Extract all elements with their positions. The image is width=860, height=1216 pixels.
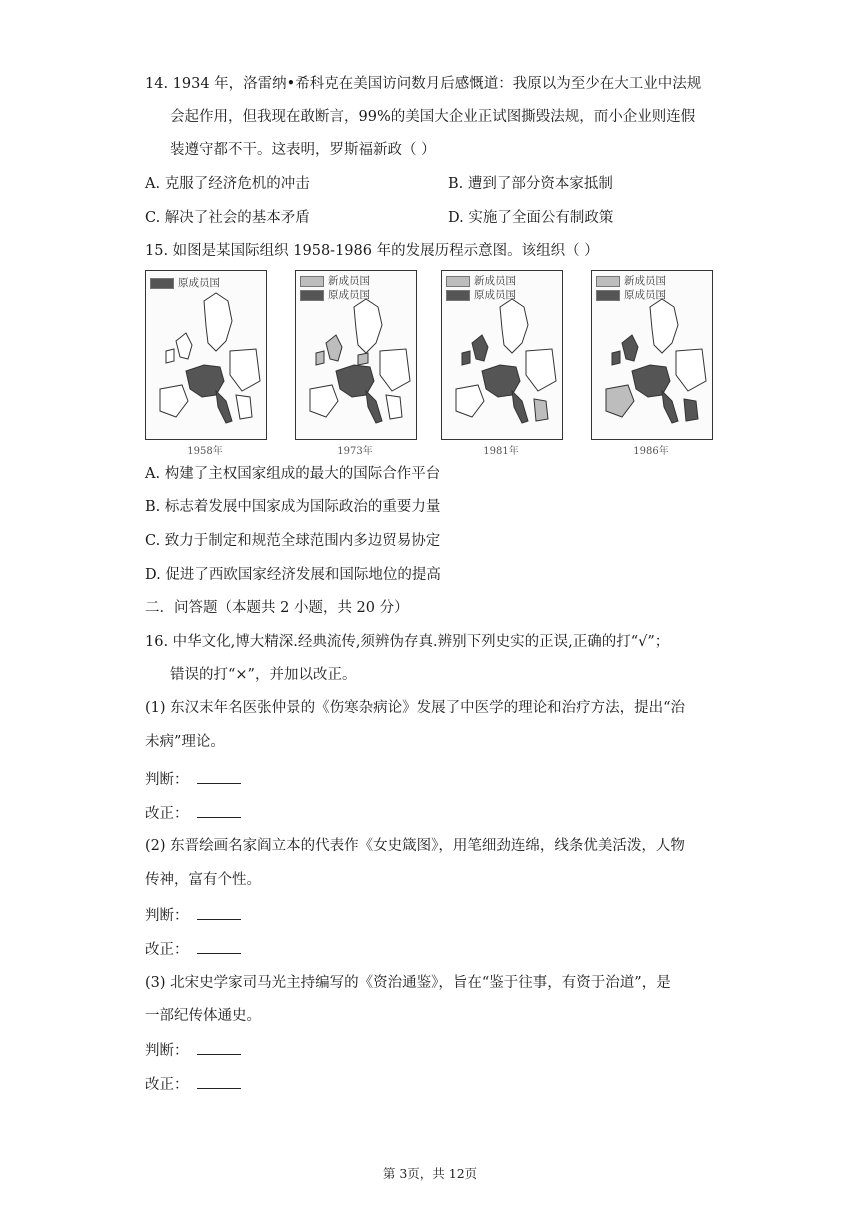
q16-item2-correct bbox=[145, 939, 241, 960]
map-year-1958: 1958年 bbox=[187, 446, 223, 457]
legend-new-members: 新成员国 bbox=[300, 275, 370, 288]
legend-swatch-original bbox=[300, 290, 324, 301]
q16-item3-line2: 一部纪传体通史。 bbox=[145, 1008, 261, 1024]
map-year-1973: 1973年 bbox=[337, 446, 373, 457]
q16-item3-line1: (3) 北宋史学家司马光主持编写的《资治通鉴》，旨在“鉴于往事，有资于治道”，是 bbox=[145, 975, 671, 991]
section-2-heading: 二．问答题（本题共 2 小题，共 20 分） bbox=[145, 600, 409, 616]
legend-swatch-new bbox=[300, 276, 324, 287]
legend-new-members: 新成员国 bbox=[596, 275, 666, 288]
europe-map-1973 bbox=[295, 270, 417, 440]
map-year-1981: 1981年 bbox=[483, 446, 519, 457]
judge-label: 判断： bbox=[145, 908, 189, 924]
correct-answer-blank[interactable] bbox=[197, 1074, 241, 1089]
legend-swatch-original bbox=[596, 290, 620, 301]
q16-item3-correct bbox=[145, 1074, 241, 1095]
judge-answer-blank[interactable] bbox=[197, 1040, 241, 1055]
q16-item2-judge bbox=[145, 905, 241, 926]
legend-swatch-new bbox=[596, 276, 620, 287]
correct-label: 改正： bbox=[145, 942, 189, 958]
correct-label: 改正： bbox=[145, 1077, 189, 1093]
q16-item3-judge bbox=[145, 1040, 241, 1061]
europe-map-1986 bbox=[591, 270, 713, 440]
judge-answer-blank[interactable] bbox=[197, 905, 241, 920]
legend-original-members: 原成员国 bbox=[300, 289, 370, 302]
europe-map-figure bbox=[145, 270, 715, 458]
q16-item1-correct bbox=[145, 803, 241, 824]
page-footer: 第 3页，共 12页 bbox=[382, 1166, 478, 1181]
q16-item2-line1: (2) 东晋绘画名家阎立本的代表作《女史箴图》，用笔细劲连绵，线条优美活泼，人物 bbox=[145, 838, 685, 854]
q16-item1-line2: 未病”理论。 bbox=[145, 734, 225, 750]
q16-item2-line2: 传神，富有个性。 bbox=[145, 872, 261, 888]
judge-label: 判断： bbox=[145, 772, 189, 788]
europe-map-1981 bbox=[441, 270, 563, 440]
q16-stem-line1: 16. 中华文化,博大精深.经典流传,须辨伪存真.辨别下列史实的正误,正确的打“√”； bbox=[145, 634, 670, 650]
legend-original-members: 原成员国 bbox=[150, 277, 220, 290]
q15-option-a: A. 构建了主权国家组成的最大的国际合作平台 bbox=[145, 466, 441, 482]
q15-stem: 15. 如图是某国际组织 1958-1986 年的发展历程示意图。该组织（ ） bbox=[145, 243, 599, 259]
q14-stem-line1: 14. 1934 年，洛雷纳•希科克在美国访问数月后感慨道：我原以为至少在大工业中法规 bbox=[145, 76, 702, 92]
correct-answer-blank[interactable] bbox=[197, 939, 241, 954]
legend-original-members: 原成员国 bbox=[446, 289, 516, 302]
q16-item1-line1: (1) 东汉末年名医张仲景的《伤寒杂病论》发展了中医学的理论和治疗方法，提出“治 bbox=[145, 700, 686, 716]
legend-original-members: 原成员国 bbox=[596, 289, 666, 302]
q15-option-c: C. 致力于制定和规范全球范围内多边贸易协定 bbox=[145, 533, 441, 549]
europe-map-1958-drawing bbox=[146, 271, 266, 439]
q14-option-a: A. 克服了经济危机的冲击 bbox=[145, 176, 310, 192]
q14-option-b: B. 遭到了部分资本家抵制 bbox=[448, 176, 613, 192]
judge-label: 判断： bbox=[145, 1043, 189, 1059]
q14-option-d: D. 实施了全面公有制政策 bbox=[448, 210, 614, 226]
legend-swatch-original bbox=[150, 278, 174, 289]
q14-option-c: C. 解决了社会的基本矛盾 bbox=[145, 210, 310, 226]
correct-label: 改正： bbox=[145, 806, 189, 822]
europe-map-1958 bbox=[145, 270, 267, 440]
q14-stem-line2: 会起作用，但我现在敢断言，99%的美国大企业正试图撕毁法规，而小企业则连假 bbox=[170, 109, 696, 125]
q16-item1-judge bbox=[145, 769, 241, 790]
judge-answer-blank[interactable] bbox=[197, 769, 241, 784]
map-year-1986: 1986年 bbox=[633, 446, 669, 457]
legend-new-members: 新成员国 bbox=[446, 275, 516, 288]
q16-stem-line2: 错误的打“×”，并加以改正。 bbox=[170, 667, 357, 683]
q14-stem-line3: 装遵守都不干。这表明，罗斯福新政（ ） bbox=[170, 142, 436, 158]
q15-option-b: B. 标志着发展中国家成为国际政治的重要力量 bbox=[145, 499, 441, 515]
correct-answer-blank[interactable] bbox=[197, 803, 241, 818]
q15-option-d: D. 促进了西欧国家经济发展和国际地位的提高 bbox=[145, 567, 441, 583]
legend-swatch-new bbox=[446, 276, 470, 287]
legend-swatch-original bbox=[446, 290, 470, 301]
